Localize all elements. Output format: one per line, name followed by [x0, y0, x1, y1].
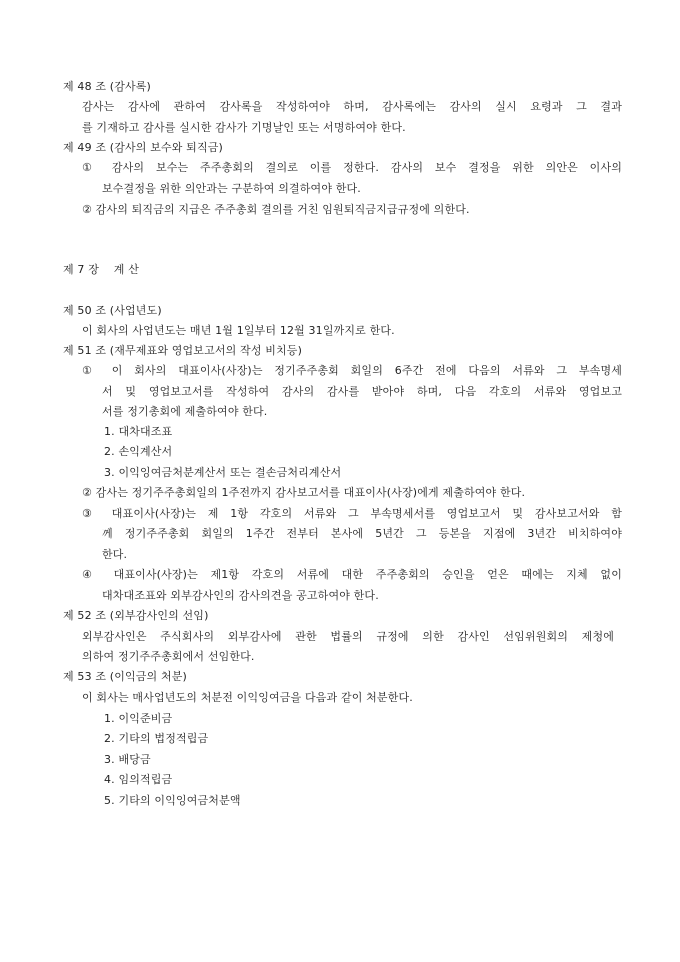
document-line: 4. 임의적립금: [104, 773, 173, 786]
document-line: 1. 대차대조표: [104, 425, 173, 438]
document-line: 보수결정을 위한 의안과는 구분하여 의결하여야 한다.: [102, 182, 361, 195]
article-heading: 제 7 장 계 산: [63, 263, 139, 276]
document-line: 이 회사의 사업년도는 매년 1월 1일부터 12월 31일까지로 한다.: [82, 324, 395, 337]
document-line: 2. 손익계산서: [104, 445, 173, 458]
document-line: ② 감사의 퇴직금의 지급은 주주총회 결의를 거친 임원퇴직금지급규정에 의한다.: [82, 203, 470, 216]
document-line: 이 회사는 매사업년도의 처분전 이익잉여금을 다음과 같이 처분한다.: [82, 691, 413, 704]
document-line: 를 기재하고 감사를 실시한 감사가 기명날인 또는 서명하여야 한다.: [82, 121, 406, 134]
document-line: ③ 대표이사(사장)는 제 1항 각호의 서류와 그 부속명세서를 영업보고서 및 감사보고서와 함: [82, 507, 622, 520]
document-line: 감사는 감사에 관하여 감사록을 작성하여야 하며, 감사록에는 감사의 실시 요령과 그 결과: [82, 100, 622, 113]
document-line: ① 이 회사의 대표이사(사장)는 정기주주총회 회일의 6주간 전에 다음의 서류와 그 부속명세: [82, 364, 622, 377]
document-line: ④ 대표이사(사장)는 제1항 각호의 서류에 대한 주주총회의 승인을 얻은 때에는 지체 없이: [82, 568, 622, 581]
document-line: 외부감사인은 주식회사의 외부감사에 관한 법률의 규정에 의한 감사인 선임위원회의 제청에: [82, 630, 614, 643]
document-line: 대차대조표와 외부감사인의 감사의견을 공고하여야 한다.: [102, 589, 379, 602]
article-heading: 제 52 조 (외부감사인의 선임): [63, 609, 209, 622]
document-line: 1. 이익준비금: [104, 712, 173, 725]
article-heading: 제 53 조 (이익금의 처분): [63, 670, 187, 683]
article-heading: 제 48 조 (감사록): [63, 80, 151, 93]
document-line: 3. 이익잉여금처분계산서 또는 결손금처리계산서: [104, 466, 342, 479]
document-line: ① 감사의 보수는 주주총회의 결의로 이를 정한다. 감사의 보수 결정을 위한 의안은 이사의: [82, 161, 622, 174]
document-line: 서 및 영업보고서를 작성하여 감사의 감사를 받아야 하며, 다음 각호의 서류와 영업보고: [102, 385, 622, 398]
article-heading: 제 51 조 (재무제표와 영업보고서의 작성 비치등): [63, 344, 303, 357]
document-line: ② 감사는 정기주주총회일의 1주전까지 감사보고서를 대표이사(사장)에게 제출하여야 한다.: [82, 486, 526, 499]
document-line: 께 정기주주총회 회일의 1주간 전부터 본사에 5년간 그 등본을 지점에 3년간 비치하여야: [102, 527, 622, 540]
document-line: 한다.: [102, 548, 128, 561]
document-line: 3. 배당금: [104, 753, 151, 766]
document-line: 의하여 정기주주총회에서 선임한다.: [82, 650, 255, 663]
article-heading: 제 49 조 (감사의 보수와 퇴직금): [63, 141, 223, 154]
document-line: 서를 정기총회에 제출하여야 한다.: [102, 405, 268, 418]
article-heading: 제 50 조 (사업년도): [63, 304, 162, 317]
document-line: 5. 기타의 이익잉여금처분액: [104, 794, 241, 807]
document-line: 2. 기타의 법정적립금: [104, 732, 209, 745]
